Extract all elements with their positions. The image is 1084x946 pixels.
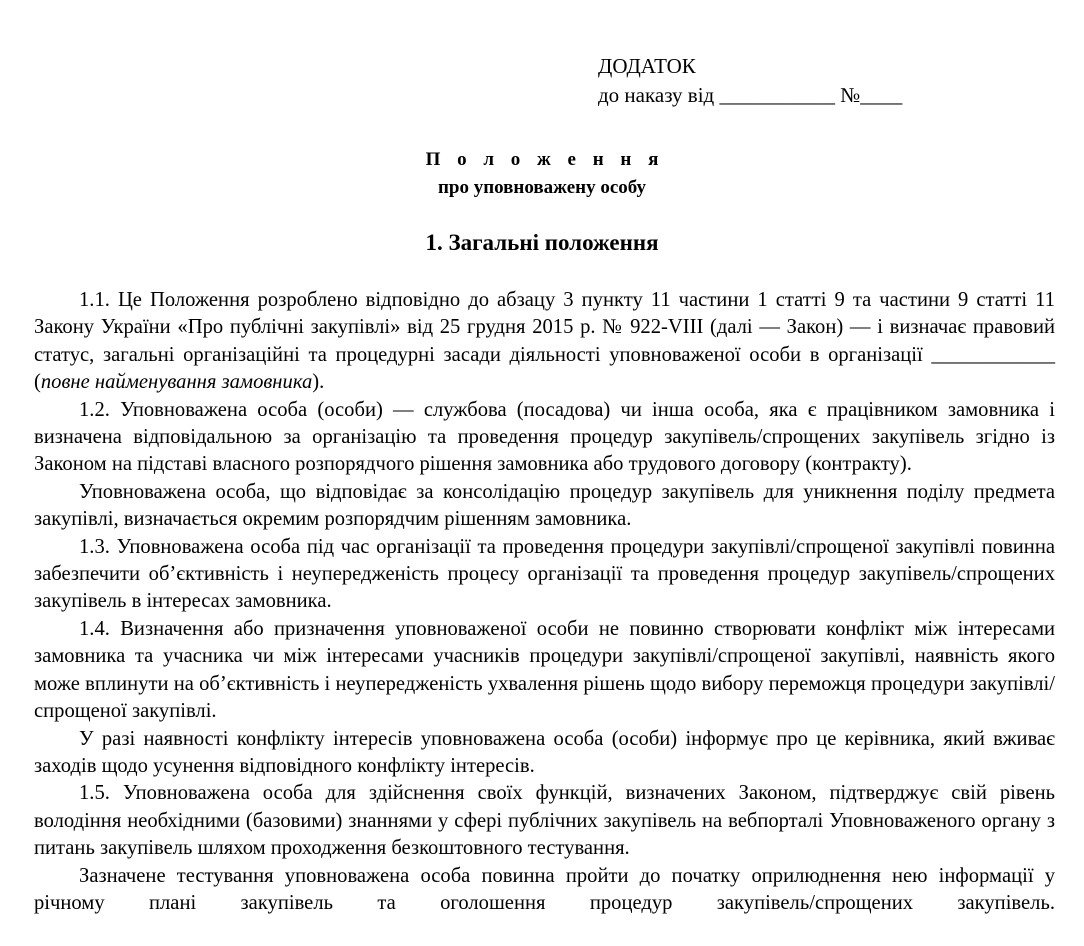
document-title: П о л о ж е н н я: [425, 149, 665, 170]
paragraph-1-4-continued: У разі наявності конфлікту інтересів уповноважена особа (особи) інформує про це керівника, який вживає заходів щодо усунення відповідного конфлікту інтересів.: [34, 727, 1055, 777]
document-body: [34, 287, 1055, 917]
appendix-order-line: до наказу від ___________ №____: [598, 83, 903, 107]
document-title-block: [0, 146, 1084, 202]
paragraph-1-4: 1.4. Визначення або призначення уповноваженої особи не повинно створювати конфлікт між інтересами замовника та учасника чи між інтересами учасників процедури закупівлі/спрощеної закупівлі, наявність якого може вплинути на об’єктивність і неупередженість ухвалення рішень щодо вибору переможця процедури закупівлі/спрощеної закупівлі.: [34, 617, 1055, 723]
appendix-title: ДОДАТОК: [598, 54, 696, 78]
paragraph-1-1: [34, 287, 1055, 397]
paragraph-1-1-text: 1.1. Це Положення розроблено відповідно до абзацу 3 пункту 11 частини 1 статті 9 та частини 9 статті 11 Закону України «Про публічні закупівлі» від 25 грудня 2015 р. № 922-VIII (далі — Закон) — і визначає правовий статус, загальні організаційні та процедурні засади діяльності уповноваженої особи в організації ____________ (: [34, 289, 1055, 394]
paragraph-1-1-end: ).: [312, 371, 325, 394]
section-heading: 1. Загальні положення: [425, 230, 659, 255]
paragraph-1-2: 1.2. Уповноважена особа (особи) — службова (посадова) чи інша особа, яка є працівником замовника і визначена відповідальною за організацію та проведення процедур закупівель/спрощених закупівель згідно із Законом на підставі власного розпорядчого рішення замовника або трудового договору (контракту).: [34, 398, 1055, 476]
paragraph-1-2-continued: Уповноважена особа, що відповідає за консолідацію процедур закупівель для уникнення поділу предмета закупівлі, визначається окремим розпорядчим рішенням замовника.: [34, 480, 1055, 531]
paragraph-1-5-continued: Зазначене тестування уповноважена особа повинна пройти до початку оприлюднення нею інформації у річному плані закупівель та оголошення процедур закупівель/спрощених закупівель.: [34, 864, 1055, 914]
paragraph-1-3: 1.3. Уповноважена особа під час організації та проведення процедури закупівлі/спрощеної закупівлі повинна забезпечити об’єктивність і неупередженість процесу організації та проведення процедур закупівель/спрощених закупівель в інтересах замовника.: [34, 535, 1055, 613]
paragraph-1-5: 1.5. Уповноважена особа для здійснення своїх функцій, визначених Законом, підтверджує свій рівень володіння необхідними (базовими) знаннями у сфері публічних закупівель на вебпорталі Уповноваженого органу з питань закупівель шляхом проходження безкоштовного тестування.: [34, 782, 1055, 860]
customer-name-placeholder: повне найменування замовника: [40, 371, 313, 394]
appendix-header: [598, 52, 902, 110]
document-subtitle: про уповноважену особу: [437, 177, 647, 198]
